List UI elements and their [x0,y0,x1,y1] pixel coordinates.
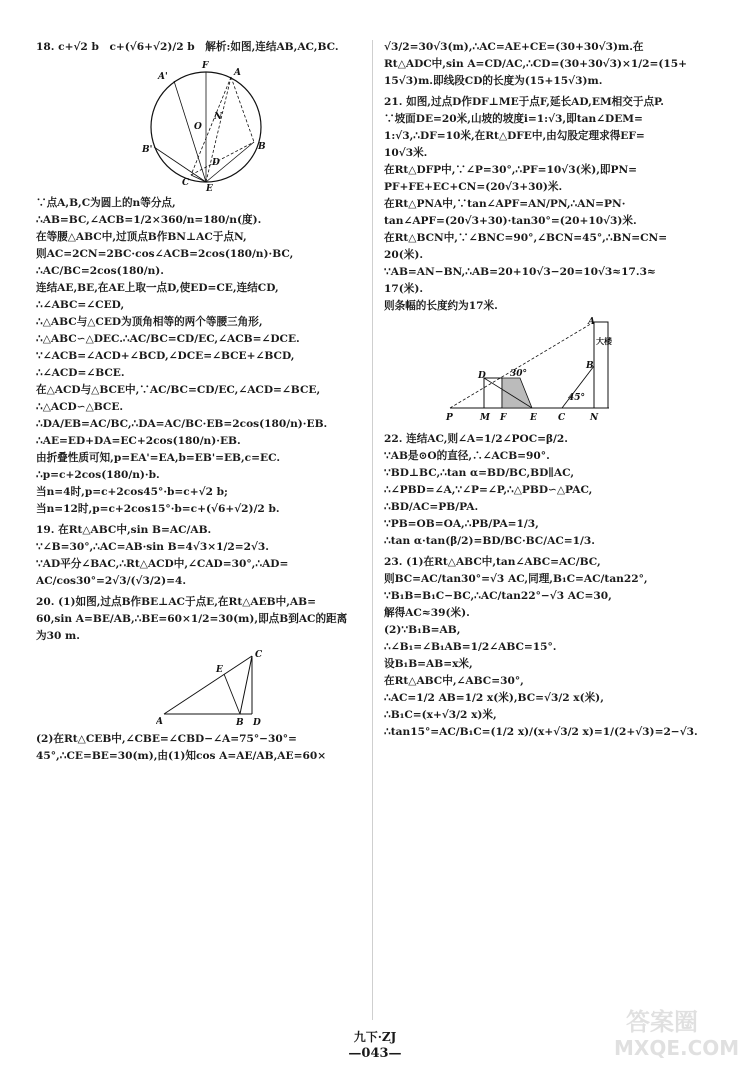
triangle-label: A [156,717,163,727]
solution-line: 21. 如图,过点D作DF⊥ME于点F,延长AD,EM相交于点P. [384,96,664,108]
solution-line: (2)在Rt△CEB中,∠CBE=∠CBD−∠A=75°−30°= [36,733,297,745]
watermark [608,1002,738,1064]
left-column [36,40,362,766]
solution-20 [36,595,362,764]
solution-22 [384,432,714,549]
page-number: —043— [348,1046,402,1061]
solution-line: ∴DA/EB=AC/BC,∴DA=AC/BC·EB=2cos(180/n)·EB. [36,418,328,430]
triangle-label: B [236,718,244,728]
building-label: 大楼 [596,336,612,346]
solution-line: 由折叠性质可知,p=EA'=EA,b=EB'=EB,c=EC. [36,452,281,464]
solution-21 [384,95,714,426]
solution-line: 则条幅的长度约为17米. [384,300,498,312]
solution-line: 在△ACD与△BCE中,∵AC/BC=CD/EC,∠ACD=∠BCE, [36,384,321,396]
solution-line: ∵∠ACB=∠ACD+∠BCD,∠DCE=∠BCE+∠BCD, [36,350,295,362]
triangle-diagram [156,648,276,728]
solution-line: 在等腰△ABC中,过顶点B作BN⊥AC于点N, [36,231,247,243]
solution-line: 连结AE,BE,在AE上取一点D,使ED=CE,连结CD, [36,282,279,294]
solution-line: 在Rt△ABC中,∠ABC=30°, [384,675,524,687]
solution-line: AC/cos30°=2√3/(√3/2)=4. [36,575,187,587]
circle-label: O [194,122,202,132]
solution-line: ∵AD平分∠BAC,∴Rt△ACD中,∠CAD=30°,∴AD= [36,558,289,570]
solution-line: 18. c+√2 b c+(√6+√2)/2 b 解析:如图,连结AB,AC,BC. [36,41,339,53]
solution-line: 则AC=2CN=2BC·cos∠ACB=2cos(180/n)·BC, [36,248,294,260]
solution-line: ∵点A,B,C为圆上的n等分点, [36,197,176,209]
solution-line: ∴AC=1/2 AB=1/2 x(米),BC=√3/2 x(米), [384,692,604,704]
building-figure [444,316,624,426]
solution-line: ∴BD/AC=PB/PA. [384,501,479,513]
solution-line: ∴∠B₁=∠B₁AB=1/2∠ABC=15°. [384,641,557,653]
solution-line: ∵B₁B=B₁C−BC,∴AC/tan22°−√3 AC=30, [384,590,612,602]
solution-line: ∴△ABC与△CED为顶角相等的两个等腰三角形, [36,316,263,328]
circle-label: B [258,142,266,152]
solution-line: ∴∠PBD=∠A,∵∠P=∠P,∴△PBD∽△PAC, [384,484,593,496]
building-label: P [446,413,453,423]
solution-line: 则BC=AC/tan30°=√3 AC,同理,B₁C=AC/tan22°, [384,573,648,585]
solution-line: ∵AB是⊙O的直径,∴∠ACB=90°. [384,450,550,462]
column-divider [372,40,373,1020]
solution-line: ∴∠ACD=∠BCE. [36,367,125,379]
solution-line: 当n=4时,p=c+2cos45°·b=c+√2 b; [36,486,228,498]
solution-line: ∵BD⊥BC,∴tan α=BD/BC,BD∥AC, [384,467,575,479]
circle-diagram [136,57,286,192]
solution-line: ∴tan α·tan(β/2)=BD/BC·BC/AC=1/3. [384,535,595,547]
circle-figure [136,57,286,192]
solution-line: 解得AC≈39(米). [384,607,470,619]
building-label: 30° [510,369,528,379]
solution-line: 在Rt△DFP中,∵∠P=30°,∴PF=10√3(米),即PN= [384,164,638,176]
triangle-label: D [253,718,261,728]
solution-line: ∴p=c+2cos(180/n)·b. [36,469,160,481]
solution-line: ∴△ABC∽△DEC.∴AC/BC=CD/EC,∠ACB=∠DCE. [36,333,300,345]
solution-line: 60,sin A=BE/AB,∴BE=60×1/2=30(m),即点B到AC的距离 [36,613,348,625]
solution-line: 17(米). [384,283,424,295]
solution-line: √3/2=30√3(m),∴AC=AE+CE=(30+30√3)m.在 [384,41,644,53]
triangle-figure [156,648,276,728]
circle-label: F [202,61,209,71]
circle-label: A' [158,72,168,82]
solution-line: ∴tan15°=AC/B₁C=(1/2 x)/(x+√3/2 x)=1/(2+√3)=2−√3. [384,726,698,738]
solution-line: 23. (1)在Rt△ABC中,tan∠ABC=AC/BC, [384,556,601,568]
solution-line: 为30 m. [36,630,80,642]
circle-label: A [234,68,241,78]
right-column [384,40,714,742]
solution-23 [384,555,714,740]
solution-line: ∴∠ABC=∠CED, [36,299,125,311]
solution-line: ∵PB=OB=OA,∴PB/PA=1/3, [384,518,539,530]
building-label: E [530,413,537,423]
solution-line: ∴△ACD∽△BCE. [36,401,124,413]
building-label: 45° [568,393,586,403]
solution-line: 在Rt△BCN中,∵∠BNC=90°,∠BCN=45°,∴BN=CN= [384,232,668,244]
circle-label: C [182,178,190,188]
solution-18 [36,40,362,517]
solution-line: 22. 连结AC,则∠A=1/2∠POC=β/2. [384,433,568,445]
solution-line: 20. (1)如图,过点B作BE⊥AC于点E,在Rt△AEB中,AB= [36,596,316,608]
solution-line: PF+FE+EC+CN=(20√3+30)米. [384,181,563,193]
building-diagram [444,316,624,426]
circle-label: B' [142,145,153,155]
building-label: M [480,413,490,423]
solution-line: ∵坡面DE=20米,山坡的坡度i=1:√3,即tan∠DEM= [384,113,643,125]
solution-line: Rt△ADC中,sin A=CD/AC,∴CD=(30+30√3)×1/2=(15+ [384,58,688,70]
solution-line: 1:√3,∴DF=10米,在Rt△DFE中,由勾股定理求得EF= [384,130,645,142]
watermark-title: 答案圈 [626,1008,698,1036]
solution-line: 19. 在Rt△ABC中,sin B=AC/AB. [36,524,212,536]
solution-line: ∴B₁C=(x+√3/2 x)米, [384,709,497,721]
grade-tag: 九下·ZJ [353,1030,397,1044]
building-label: C [558,413,566,423]
triangle-label: E [216,665,223,675]
solution-line: (2)∵B₁B=AB, [384,624,461,636]
building-label: F [500,413,507,423]
solution-19 [36,523,362,589]
solution-line: ∴AE=ED+DA=EC+2cos(180/n)·EB. [36,435,241,447]
solution-line: ∵AB=AN−BN,∴AB=20+10√3−20=10√3≈17.3≈ [384,266,656,278]
solution-line: tan∠APF=(20√3+30)·tan30°=(20+10√3)米. [384,215,637,227]
solution-line: 10√3米. [384,147,428,159]
circle-label: E [206,184,213,192]
solution-line: 20(米). [384,249,424,261]
building-label: D [478,371,486,381]
solution-line: ∴AB=BC,∠ACB=1/2×360/n=180/n(度). [36,214,262,226]
solution-line: 15√3)m.即线段CD的长度为(15+15√3)m. [384,75,603,87]
solution-line: 当n=12时,p=c+2cos15°·b=c+(√6+√2)/2 b. [36,503,280,515]
solution-line: 设B₁B=AB=x米, [384,658,473,670]
circle-label: N [214,112,223,122]
solution-line: ∴AC/BC=2cos(180/n). [36,265,164,277]
building-label: B [586,361,594,371]
triangle-label: C [255,650,263,660]
solution-line: 45°,∴CE=BE=30(m),由(1)知cos A=AE/AB,AE=60× [36,750,327,762]
building-label: N [590,413,599,423]
solution-20-continued [384,40,714,89]
building-label: A [588,317,595,327]
watermark-url: MXQE.COM [614,1036,740,1060]
circle-label: D [212,158,220,168]
solution-line: 在Rt△PNA中,∵tan∠APF=AN/PN,∴AN=PN· [384,198,626,210]
solution-line: ∵∠B=30°,∴AC=AB·sin B=4√3×1/2=2√3. [36,541,269,553]
